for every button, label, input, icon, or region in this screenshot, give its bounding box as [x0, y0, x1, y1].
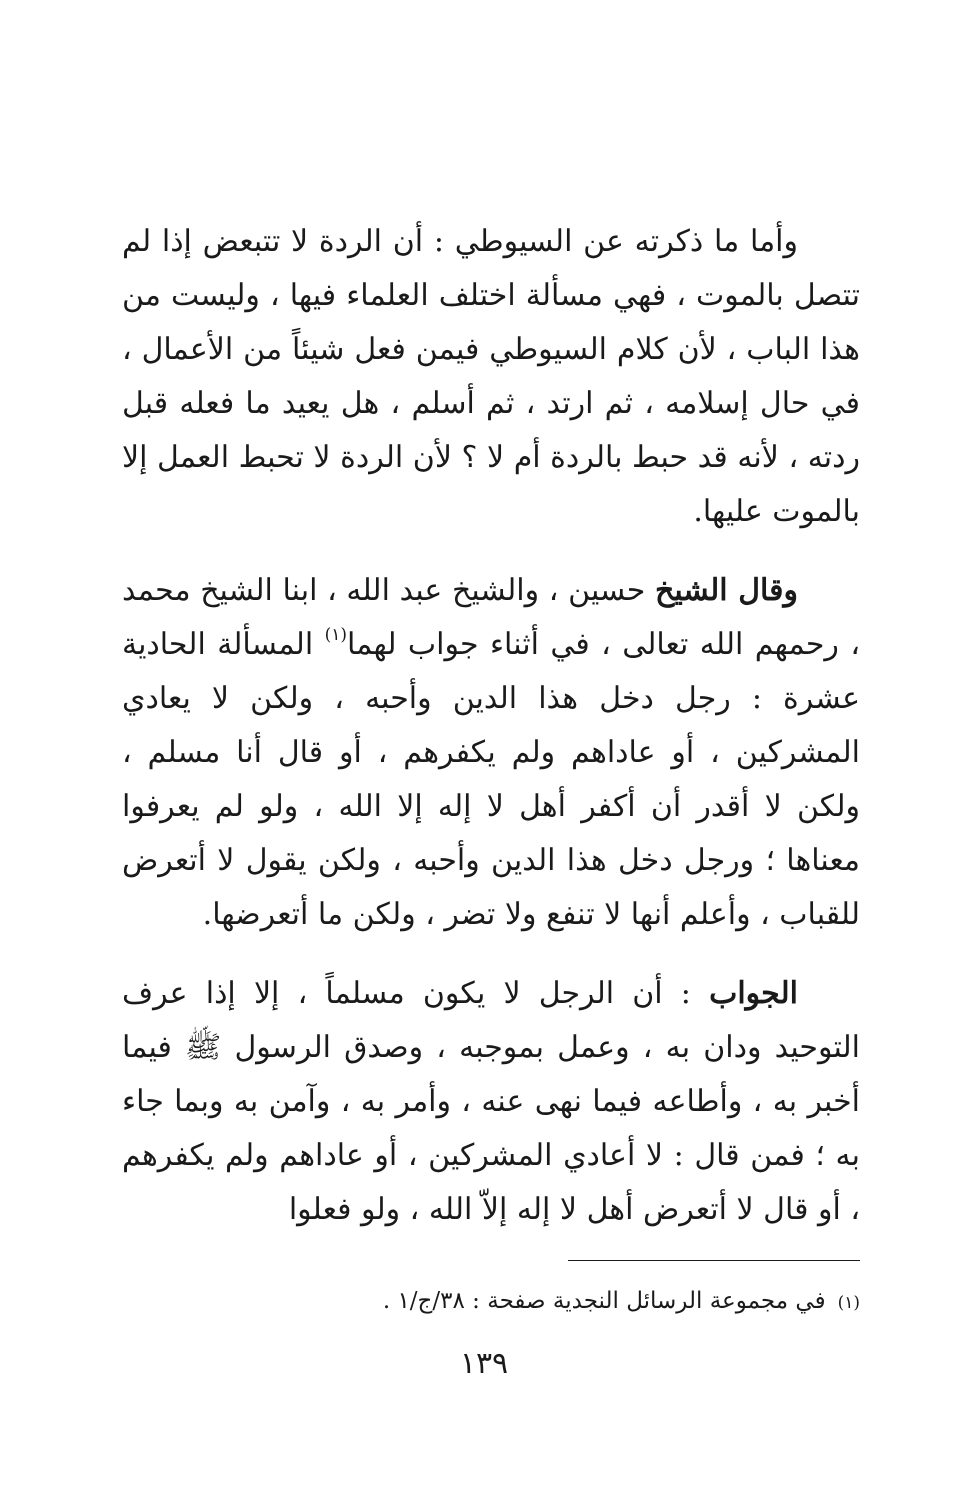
paragraph-text: حسين ، والشيخ عبد الله ، ابنا الشيخ محمد ، رحمهم الله تعالى ، في أثناء جواب لهما — [122, 573, 861, 662]
footnote-divider — [568, 1260, 860, 1261]
footnote-text: في مجموعة الرسائل النجدية صفحة : ٣٨/ج/١ . — [382, 1288, 826, 1314]
paragraph-text: : أن الرجل لا يكون مسلماً ، إلا إذا عرف التوحيد ودان به ، وعمل بموجبه ، وصدق الرسول ﷺ فيما أخبر به ، وأطاعه فيما نهى عنه ، وأمر به ، وآمن به وبما جاء به ؛ فمن قال : لا أعادي المشركين ، أو عاداهم ولم يكفرهم ، أو قال لا أتعرض أهل لا إله إلاّ الله ، ولو فعلوا — [122, 976, 860, 1227]
page-body — [122, 215, 860, 1237]
paragraph-lead: وقال الشيخ — [654, 573, 798, 608]
footnote-number: (١) — [837, 1293, 860, 1313]
paragraph-suyuti — [122, 215, 860, 539]
footnote — [122, 1284, 860, 1320]
paragraph-text: وأما ما ذكرته عن السيوطي : أن الردة لا تتبعض إذا لم تتصل بالموت ، فهي مسألة اختلف العلماء فيها ، وليست من هذا الباب ، لأن كلام السيوطي فيمن فعل شيئاً من الأعمال ، في حال إسلامه ، ثم ارتد ، ثم أسلم ، هل يعيد ما فعله قبل ردته ، لأنه قد حبط بالردة أم لا ؟ لأن الردة لا تحبط العمل إلا بالموت عليها. — [122, 224, 860, 529]
paragraph-text-continued: المسألة الحادية عشرة : رجل دخل هذا الدين وأحبه ، ولكن لا يعادي المشركين ، أو عاداهم ولم يكفرهم ، أو قال أنا مسلم ، ولكن لا أقدر أن أكفر أهل لا إله إلا الله ، ولو لم يعرفوا معناها ؛ ورجل دخل هذا الدين وأحبه ، ولكن يقول لا أتعرض للقباب ، وأعلم أنها لا تنفع ولا تضر ، ولكن ما أتعرضها. — [122, 627, 860, 932]
paragraph-sheikhs-question — [122, 564, 860, 942]
footnote-reference: (١) — [324, 625, 348, 645]
paragraph-lead: الجواب — [709, 976, 798, 1011]
page-number: ١٣٩ — [459, 1346, 509, 1381]
paragraph-answer — [122, 967, 860, 1237]
